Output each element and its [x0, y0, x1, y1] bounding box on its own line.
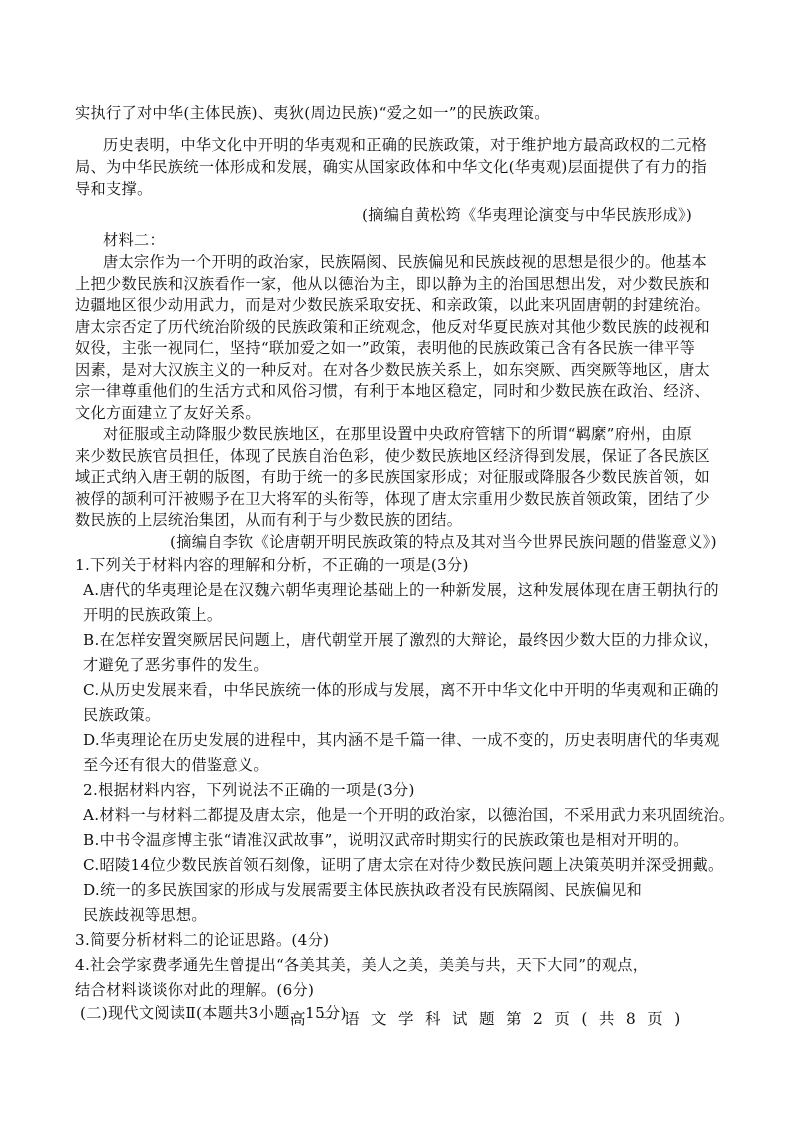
page-footer: 高一语文学科试题第2页(共8页) — [290, 1010, 692, 1028]
text-line: 边疆地区很少动用武力，而是对少数民族采取安抚、和亲政策，以此来巩固唐朝的封建统治。 — [75, 296, 710, 314]
question-4-cont: 结合材料谈谈你对此的理解。(6分) — [75, 981, 315, 999]
text-line: 宗一律尊重他们的生活方式和风俗习惯，有利于本地区稳定，同时和少数民族在政治、经济、 — [75, 382, 710, 400]
option-a: A.唐代的华夷理论是在汉魏六朝华夷理论基础上的一种新发展，这种发展体现在唐王朝执行的 — [83, 581, 719, 599]
text-line: 对征服或主动降服少数民族地区，在那里设置中央政府管辖下的所谓“羁縻”府州，由原 — [103, 425, 693, 443]
text-line: 奴役，主张一视同仁，坚持“联加爱之如一”政策，表明他的民族政策己含有各民族一律平等 — [75, 339, 696, 357]
text-line: 唐太宗作为一个开明的政治家，民族隔阂、民族偏见和民族歧视的思想是很少的。他基本 — [103, 253, 708, 271]
text-line: 域正式纳入唐王朝的版图，有助于统一的多民族国家形成；对征服或降服各少数民族首领，如 — [75, 468, 710, 486]
text-line: 因素，是对大汉族主义的一种反对。在对各少数民族关系上，如东突厥、西突厥等地区，唐太 — [75, 361, 710, 379]
option-c: C.从历史发展来看，中华民族统一体的形成与发展，离不开中华文化中开明的华夷观和正确的 — [83, 681, 720, 699]
option-c: C.昭陵14位少数民族首领石刻像，证明了唐太宗在对待少数民族问题上决策英明并深受拥戴。 — [83, 856, 724, 874]
option-d-cont: 民族歧视等思想。 — [83, 906, 207, 924]
text-line: 上把少数民族和汉族看作一家，他从以德治为主，即以静为主的治国思想出发，对少数民族和 — [75, 275, 710, 293]
option-b: B.在怎样安置突厥居民问题上，唐代朝堂开展了激烈的大辩论，最终因少数大臣的力排众议， — [83, 631, 720, 649]
option-c-cont: 民族政策。 — [83, 706, 161, 724]
text-line: 局、为中华民族统一体形成和发展，确实从国家政体和中华文化(华夷观)层面提供了有力的指 — [75, 158, 707, 176]
text-line: 文化方面建立了友好关系。 — [75, 404, 261, 422]
question-2: 2.根据材料内容，下列说法不正确的一项是(3分) — [83, 781, 415, 799]
source-citation: (摘编自李钦《论唐朝开明民族政策的特点及其对当今世界民族问题的借鉴意义》) — [170, 533, 717, 551]
section-heading: (二)现代文阅读Ⅱ(本题共3小题，15分) — [80, 1004, 347, 1022]
text-line: 历史表明，中华文化中开明的华夷观和正确的民族政策，对于维护地方最高政权的二元格 — [103, 136, 708, 154]
text-line: 被俘的颉利可汗被赐予在卫大将军的头衔等，体现了唐太宗重用少数民族首领政策，团结了少 — [75, 490, 710, 508]
text-line: 唐太宗否定了历代统治阶级的民族政策和正统观念，他反对华夏民族对其他少数民族的歧视和 — [75, 318, 710, 336]
option-d: D.华夷理论在历史发展的进程中，其内涵不是千篇一律、一成不变的，历史表明唐代的华夷观 — [83, 731, 720, 749]
text-line: 导和支撑。 — [75, 180, 153, 198]
material-heading: 材料二： — [103, 231, 165, 249]
text-line: 数民族的上层统治集团，从而有利于与少数民族的团结。 — [75, 511, 463, 529]
option-b: B.中书令温彦博主张“请准汉武故事”，说明汉武帝时期实行的民族政策也是相对开明的。 — [83, 831, 689, 849]
option-a: A.材料一与材料二都提及唐太宗，他是一个开明的政治家，以德治国，不采用武力来巩固统治。 — [83, 806, 735, 824]
text-line: 实执行了对中华(主体民族)、夷狄(周边民族)“爱之如一”的民族政策。 — [75, 104, 550, 122]
option-d: D.统一的多民族国家的形成与发展需要主体民族执政者没有民族隔阂、民族偏见和 — [83, 881, 643, 899]
question-4: 4.社会学家费孝通先生曾提出“各美其美，美人之美，美美与共，天下大同”的观点， — [75, 956, 649, 974]
option-a-cont: 开明的民族政策上。 — [83, 606, 223, 624]
option-b-cont: 才避免了恶劣事件的发生。 — [83, 656, 269, 674]
option-d-cont: 至今还有很大的借鉴意义。 — [83, 756, 269, 774]
text-line: 来少数民族官员担任，体现了民族自治色彩，使少数民族地区经济得到发展，保证了各民族区 — [75, 447, 710, 465]
question-1: 1.下列关于材料内容的理解和分析，不正确的一项是(3分) — [75, 556, 469, 574]
question-3: 3.简要分析材料二的论证思路。(4分) — [75, 931, 330, 949]
source-citation: (摘编自黄松筠《华夷理论演变与中华民族形成》) — [362, 206, 693, 224]
